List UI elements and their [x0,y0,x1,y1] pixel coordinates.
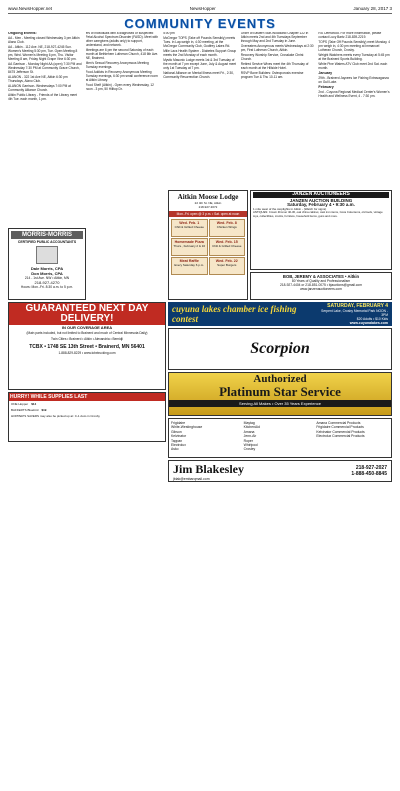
bob-line2: 218-927-4404 or 218-851-0075 • bjauctions@gmail.com [279,283,363,287]
brand-item: Kelvinator Commercial Products [316,429,365,434]
janzen-body: ANTIQUES: Crown Zimmer 40-30, oak china cabinet, cast iron items, Coca Cola items, old tools, vintage toys, collectibles, crocks, furniture, household items, guns and more. [253,210,383,218]
special-date: Meat Raffle [179,259,199,263]
blakesley-phone-1: 218-927-2027 [355,465,387,471]
event-item: Food Shelf (Aitkin) - Open every Wednesday, 12 noon - 3 pm, 50 Hilltop Dr. [85,82,154,91]
community-events-banner [8,16,392,30]
blakesley-ad [168,460,392,482]
janzen-header: JANZEN AUCTIONEERS [253,192,389,198]
guaranteed-delivery-ad [8,302,166,390]
brand-item: Jenn-Air [243,434,257,439]
event-item: ALANON Garrison- Wednesdays 7:00 PM at Community Alliance Church. [8,83,71,92]
event-item: Aitkin Public Library - Friends of the Library meet 4th Tue. each month, 1 pm. [8,92,77,101]
special-date: Wed. Feb. 1 [179,221,200,225]
event-item: Mystic Masonic Lodge meets 1st & 3rd Tuesday of the month at 7 pm except June, July & August meet only 1st Tuesday at 7 pm. [163,58,237,70]
special-date: Wed. Feb. 22 [215,259,238,263]
special-title: Super Burgers [217,263,237,267]
brand-item: Asko [171,447,179,452]
bob-line1: 80 Years of Quality and Professionalism [291,279,351,283]
special-card [209,257,246,275]
column-heading: Ongoing Events: [8,32,37,35]
guarantee-headline: GUARANTEED NEXT DAY DELIVERY! [9,303,165,325]
hurry-coupon-ad [8,392,166,442]
janzen-date: Saturday, February 4 • 9:30 a.m. [287,202,355,208]
brand-item: Crosley [243,447,256,452]
lodge-hours: Mon.-Fri. open @ 3 p.m. • Sat. open at noon [169,211,247,217]
event-item: 5:00 pm [163,32,175,35]
amana-line3: Serving All Makes • Over 35 Years Experience [169,400,391,407]
event-item: AA Garrison - Monday Night AA (open) 7:30 PM and Wednesday 7:30 PM at Community Grace Church, 8475 Jefferson St. [8,61,82,74]
morris-morris-ad [8,228,86,300]
guarantee-cities: Twin Cities • Brainerd • Aitkin • Alexandria • Bemidji [51,337,123,341]
special-title: Thurs., February 2 & 16 [173,244,206,248]
brand-item: Frigidaire [171,421,186,425]
hurry-title: HURRY! WHILE SUPPLIES LAST [9,393,165,401]
blakesley-email[interactable]: jblak@embarqmail.com [173,476,210,481]
event-item: ALANON - 322 1st Ave NE, Aitkin 6:30 pm Thursdays, Alano Club. [8,74,68,83]
brand-col-2 [244,421,317,455]
contest-details [317,303,388,325]
morris-title: MORRIS-MORRIS [11,231,83,239]
special-card [209,219,246,237]
event-item: RSVP Bone Builders: Osteoporosis exercise program Tue & Thu 10-11 am. [240,70,304,79]
event-item: Rd. Deerwood. For more information, please contact Lucy Bartz 218-839-2219. [318,32,382,39]
masthead-date: January 28, 2017 3 [353,6,392,11]
special-title: Chili & Grilled Cheese [174,225,204,229]
brand-col-1 [171,421,244,455]
cpa-badge-icon [36,246,58,264]
brand-item: Amana [243,429,255,434]
morris-name-1: Dale Morris, CPA [30,266,64,271]
amana-line2: Platinum Star Service [219,384,341,399]
event-item: 29th - Brainerd Jaycees Ice Fishing Extravaganza on Gull Lake. [318,75,389,84]
morris-name-2: Don Morris, CPA [31,271,63,276]
event-item: ers of individuals with a diagnosed or suspected Fetal Alcohol Spectrum Disorder (FASD). Meet with other caregivers (adults only) to support, understand, and network. [85,32,159,47]
brand-item: Tappan [171,438,183,443]
hurry-footer: HOPPER'S SAVERS may also be picked up at: C-1 Auto in Crosby [11,414,100,418]
event-item: Overeaters Anonymous meets Wednesdays at 2:30 pm, First Lutheran Church, Aitkin. [240,43,314,52]
month-heading: January [318,70,333,75]
event-item: Weight Watchers meets every Tuesday at 5:45 pm at the Brainerd Sports Building. [318,52,390,61]
brand-item: Gibson [171,429,182,434]
special-date: Wed. Feb. 15 [215,240,238,244]
event-item: Mille Lacs Health System - Diabetes Support Group meets the 2nd Monday of each month. [163,49,237,57]
contest-location: Serpent Lake, Crosby Memorial Park NOON - 3PM [321,309,388,317]
amana-line1: Authorized [253,373,307,385]
brand-item: KitchenAid [243,425,260,430]
blakesley-phone-2: 1-888-450-8845 [351,471,387,477]
special-card [209,238,246,256]
scorpion-ad [168,328,392,370]
platinum-star-service-ad [168,372,392,416]
bob-site[interactable]: www.janzenauctioneers.com [300,287,342,291]
contest-logo: cuyuna lakes chamber ice fishing contest [172,304,297,324]
event-item: Recovery Worship Service, Crosslake Christ Church. [240,52,304,61]
lodge-phone: 218-927-3072 [198,205,218,209]
brand-item: Amana Commercial Products [316,421,361,425]
event-item: Men's Sexual Recovery Anonymous Meeting Tuesday evenings. [85,60,149,69]
event-item: National Alliance on Mental Illness meet Fri., 2:30, Community Resurrection Church. [163,70,234,79]
month-heading: February [318,84,334,89]
lodge-name: Aitkin Moose Lodge [177,193,239,201]
guarantee-brand: TCBX • 1748 SE 13th Street • Brainerd, MN 56401 [29,344,145,350]
special-card [171,257,208,275]
special-title: Chili & Grilled Cheese [212,244,242,248]
morris-hours: Hours: Mon.-Fri. 8:30 a.m. to 5 p.m. [20,285,74,289]
event-item: Food Addicts in Recovery Anonymous Meeting Tuesday evenings, 6:30 pm small conference room at Aitkin Library. [85,69,158,82]
morris-phone: 218-927-4270 [34,280,60,285]
brand-item: Electrolux [171,443,186,448]
janzen-auction-ad [250,190,392,270]
special-title: Chicken Wings [216,225,237,229]
bob-jeremy-ad [250,272,392,300]
contest-url[interactable]: www.cuyunalakes.com [349,321,388,325]
brand-item: Frigidaire Commercial Products [316,425,364,430]
hurry-item-price: $19 [41,408,47,412]
event-item: AA - Aitkin - 112 Ave. NE, 218-927-4245 Sun. Women's Meeting 5:30 pm, Tue. Open Meeting 8 pm, Wed. Women's Meeting 6 pm, Thu. Visitor Meeting 8 am, Friday Night Grape Vine 6:30 pm. [8,44,78,61]
brand-col-3 [316,421,389,455]
brand-item: Whirlpool [243,443,258,448]
masthead-logo: NewsHopper [189,6,216,11]
guarantee-line: (Main parts included, but not limited to Brainerd and much of Central Minnesota Daily) [26,331,148,335]
guarantee-phone: 1-888-829-8229 • www.tcbxtrucking.com [58,351,116,355]
page-masthead [8,4,392,14]
blakesley-name: Jim Blakesley [173,461,244,476]
brand-list [168,418,392,458]
event-item: Retired Service Wives meet the 4th Thursday of each month at the Hillside Hotel. [240,61,309,70]
event-item: TOPS (Take Off Pounds Sensibly) meet Monday, 4 pm weigh in, 4:30 pm meeting at Immanuel Lutheran Church, Crosby. [318,40,390,52]
brand-item: Kelvinator [171,434,187,439]
hurry-item-label: ONE Hopper [11,402,29,406]
janzen-location: 1 mile west of the stoplights in Aitkin - (Watch for signs) [253,206,327,211]
brand-item: White-Westinghouse [171,425,203,430]
event-item: Order of Eastern Star-Woodland Chapter 122 in Aitkin meets 2nd and 4th Tuesdays September through May and 2nd Tuesday in June. [240,32,309,43]
brand-item: Electrolux Commercial Products [316,434,365,439]
brand-item: Maytag [243,421,255,425]
lodge-address: 22 4th St. NE, Aitkin [194,201,222,205]
brand-item: Roper [243,438,253,443]
ice-fishing-contest-ad [168,302,392,326]
event-item: Meetings are 6 pm the second Saturday of each month at Bethlehem Lutheran Church, 418 6th Ave. NE, Brainerd. [85,47,159,60]
event-item: McGregor TOPS (Take off Pounds Sensibly) meets Tues. in Lap-weigh in, 4:30 meeting, at the McGregor Community Club, Godfrey Lakes Rd. [163,36,236,48]
event-item: White Pine Waters ATV Club meet 2nd Sat. each month. [318,61,388,70]
contest-date: SATURDAY, FEBRUARY 4 [327,303,388,309]
event-item: 2nd - Cuyuna Regional Medical Center's Women's Health and Wellness Event, 4 - 7:30 pm. [318,89,390,98]
guarantee-subhead: IN OUR COVERAGE AREA [61,325,113,330]
blakesley-phones [351,465,387,477]
special-card [171,219,208,237]
morris-address: 214 - 1st Ave. NW • Aitkin, MN [24,276,70,280]
morris-subtitle: CERTIFIED PUBLIC ACCOUNTANTS [17,240,77,244]
masthead-site[interactable]: www.NewsHopper.net [8,6,53,11]
scorpion-logo: Scorpion [250,340,310,357]
special-card [171,238,208,256]
hurry-item-price: $14 [31,402,37,406]
hurry-item-label: BAFFERTS Bluebird [11,408,39,412]
special-date: Wed. Feb. 8 [216,221,237,225]
contest-price: $20 Adults • $10 Kids [356,317,388,321]
special-title: Every Saturday 6 p.m. [174,263,205,267]
special-date: Homemade Pizza [174,240,204,244]
event-item: AA - Men - Meeting closed Wednesday 3 pm Aitkin Alano Club. [8,35,80,44]
lodge-specials [169,219,247,275]
aitkin-moose-lodge-ad [168,190,248,300]
janzen-event: JANZEN AUCTION BUILDING [289,197,353,203]
column-2 [86,32,160,300]
banner-title: COMMUNITY EVENTS [124,15,276,31]
bob-title: BOB, JEREMY & ASSOCIATES • Aitkin [282,274,360,279]
